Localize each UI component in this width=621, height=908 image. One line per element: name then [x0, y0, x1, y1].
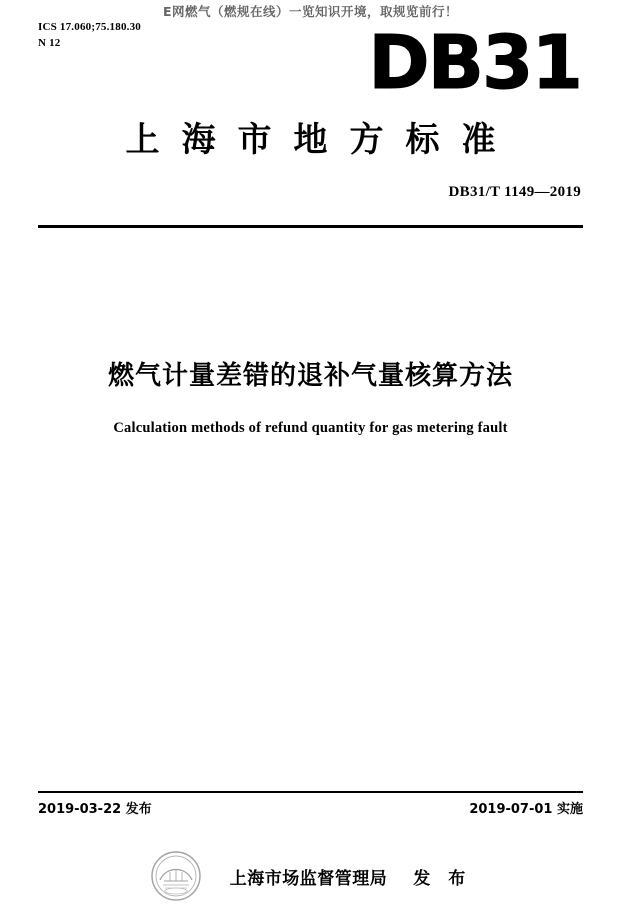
document-title-english: Calculation methods of refund quantity for gas metering fault — [113, 420, 508, 436]
db31-logo: DB31 — [368, 20, 581, 106]
ccs-code-line: N 12 — [38, 36, 61, 49]
emblem-icon — [150, 850, 202, 902]
standard-number: DB31/T 1149—2019 — [448, 184, 581, 200]
watermark-banner: E网燃气（燃规在线）一览知识开境，取规览前行！ — [162, 4, 459, 19]
divider-top — [38, 225, 583, 228]
effective-date: 2019-07-01 实施 — [469, 802, 583, 817]
ics-code-line: ICS 17.060;75.180.30 — [38, 21, 142, 33]
document-title-chinese: 燃气计量差错的退补气量核算方法 — [107, 361, 513, 391]
divider-bottom — [38, 791, 583, 793]
publish-label: 发 布 — [413, 868, 472, 889]
publisher-row — [0, 850, 621, 902]
date-row — [38, 798, 583, 817]
publisher-name: 上海市场监督管理局 — [229, 868, 388, 889]
ics-classification-block — [38, 20, 141, 52]
issue-date: 2019-03-22 发布 — [38, 802, 152, 817]
page-title: 上海市地方标准 — [125, 120, 518, 160]
